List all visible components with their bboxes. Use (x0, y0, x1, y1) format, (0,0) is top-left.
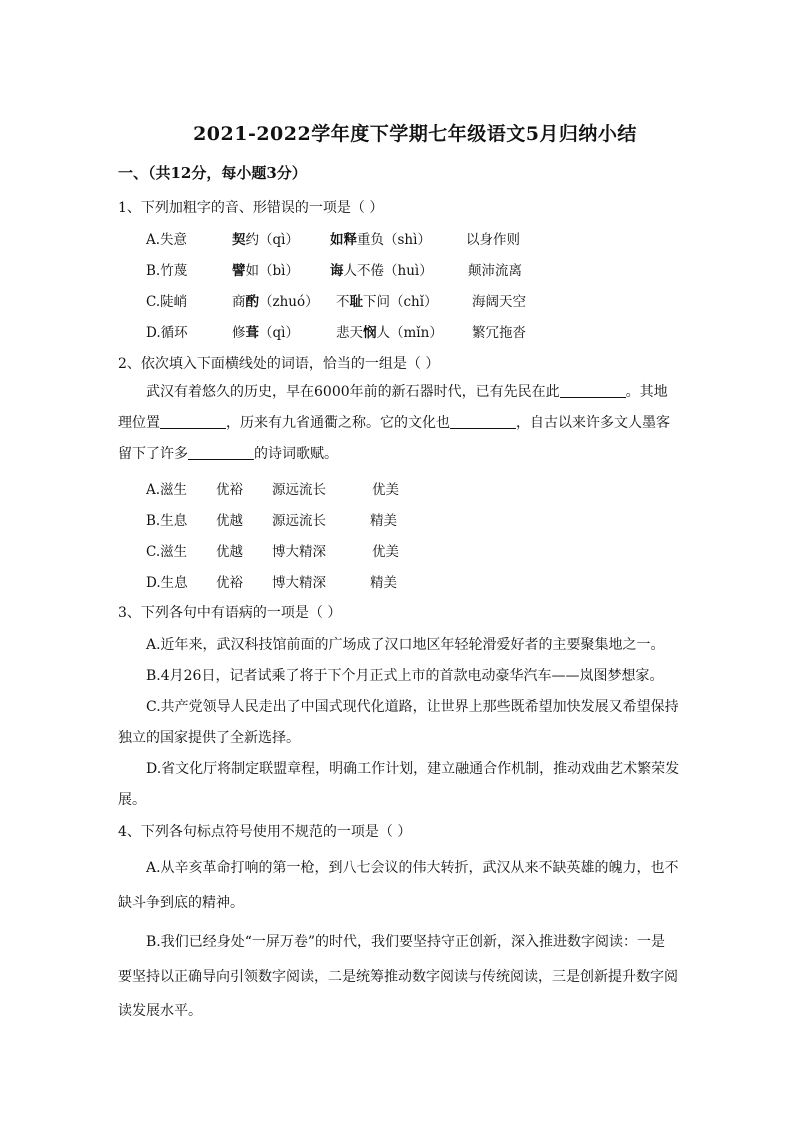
answer-blank (560, 382, 626, 398)
q4-option-a-line1: A.从辛亥革命打响的第一枪，到八七会议的伟大转折，武汉从来不缺英雄的魄力，也不 (146, 860, 679, 876)
q4-option-b-line1: B.我们已经身处“一屏万卷”的时代，我们要坚持守正创新，深入推进数字阅读：一是 (146, 934, 666, 950)
q2-passage: 武汉有着悠久的历史，早在6000年前的新石器时代，已有先民在此 。其地 理位置 ，历来有九省通衢之称。它的文化也 ，自古以来许多文人墨客 留下了许多 的诗词歌赋。 (118, 384, 670, 462)
question-3-stem: 3、下列各句中有语病的一项是（ ） (118, 605, 342, 621)
question-2-stem: 2、依次填入下面横线处的词语，恰当的一组是（ ） (118, 356, 440, 372)
answer-blank (160, 413, 226, 429)
q3-option-c-line2: 独立的国家提供了全新选择。 (118, 730, 300, 746)
answer-blank (450, 413, 516, 429)
q4-option-b-line3: 读发展水平。 (118, 1003, 202, 1019)
question-1-stem: 1、下列加粗字的音、形错误的一项是（ ） (118, 200, 384, 216)
q3-option-d-line2: 展。 (118, 792, 146, 808)
q3-option-c-line1: C.共产党领导人民走出了中国式现代化道路，让世界上那些既希望加快发展又希望保持 (146, 699, 679, 715)
q4-option-a-line2: 缺斗争到底的精神。 (118, 895, 244, 911)
q3-option-a: A.近年来，武汉科技馆前面的广场成了汉口地区年轻轮滑爱好者的主要聚集地之一。 (146, 637, 665, 653)
document-page: 2021-2022学年度下学期七年级语文5月归纳小结 一、（共12分，每小题3分） 1、下列加粗字的音、形错误的一项是（ ） A.失意 契约（qì） 如释重负（shì） 以身作则 B.竹蔑 譬如（bì） 诲人不倦（huì） 颠沛流离 C.陡峭 商酌（zhuó） 不耻下问（chǐ） 海阔天空 D.循环 修葺（qì） 悲天悯人（mǐn） 繁冗拖沓 2、依次填入下面横线处的词语，恰当的一组是（ ） 武汉有着悠久的历史，早在6000年前的新石器时代，已有先民在此 。其地 理位置 ，历来有九省通衢之称。它的文化也 ，自古以来许多文人墨客 留下了许多 的诗词歌赋。 A.滋生 优裕 源远流长 优美 B.生息 优越 源远流长 精美 C.滋生 优越 博大精深 优美 D.生息 优裕 博大精深 精美 3、下列各句中有语病的一项是（ ） A.近年来，武汉科技馆前面的广场成了汉口地区年轻轮滑爱好者的主要聚集地之一。 B.4月26日，记者试乘了将于下个月正式上市的首款电动豪华汽车——岚图梦想家。 C.共产党领导人民走出了中国式现代化道路，让世界上那些既希望加快发展又希望保持 独立的国家提供了全新选择。 D.省文化厅将制定联盟章程，明确工作计划，建立融通合作机制，推动戏曲艺术繁荣发 展。 4、下列各句标点符号使用不规范的一项是（ ） A.从辛亥革命打响的第一枪，到八七会议的伟大转折，武汉从来不缺英雄的魄力，也不 缺斗争到底的精神。 B.我们已经身处“一屏万卷”的时代，我们要坚持守正创新，深入推进数字阅读：一是 要坚持以正确导向引领数字阅读，二是统筹推动数字阅读与传统阅读，三是创新提升数字阅 读发展水平。 (0, 0, 794, 1123)
q3-option-d-line1: D.省文化厅将制定联盟章程，明确工作计划，建立融通合作机制，推动戏曲艺术繁荣发 (146, 761, 680, 777)
document-title: 2021-2022学年度下学期七年级语文5月归纳小结 (193, 123, 637, 145)
section-heading: 一、（共12分，每小题3分） (118, 164, 307, 182)
q4-option-b-line2: 要坚持以正确导向引领数字阅读，二是统筹推动数字阅读与传统阅读，三是创新提升数字阅 (118, 969, 678, 985)
question-4-stem: 4、下列各句标点符号使用不规范的一项是（ ） (118, 824, 412, 840)
q3-option-b: B.4月26日，记者试乘了将于下个月正式上市的首款电动豪华汽车——岚图梦想家。 (146, 668, 664, 684)
answer-blank (188, 444, 254, 460)
